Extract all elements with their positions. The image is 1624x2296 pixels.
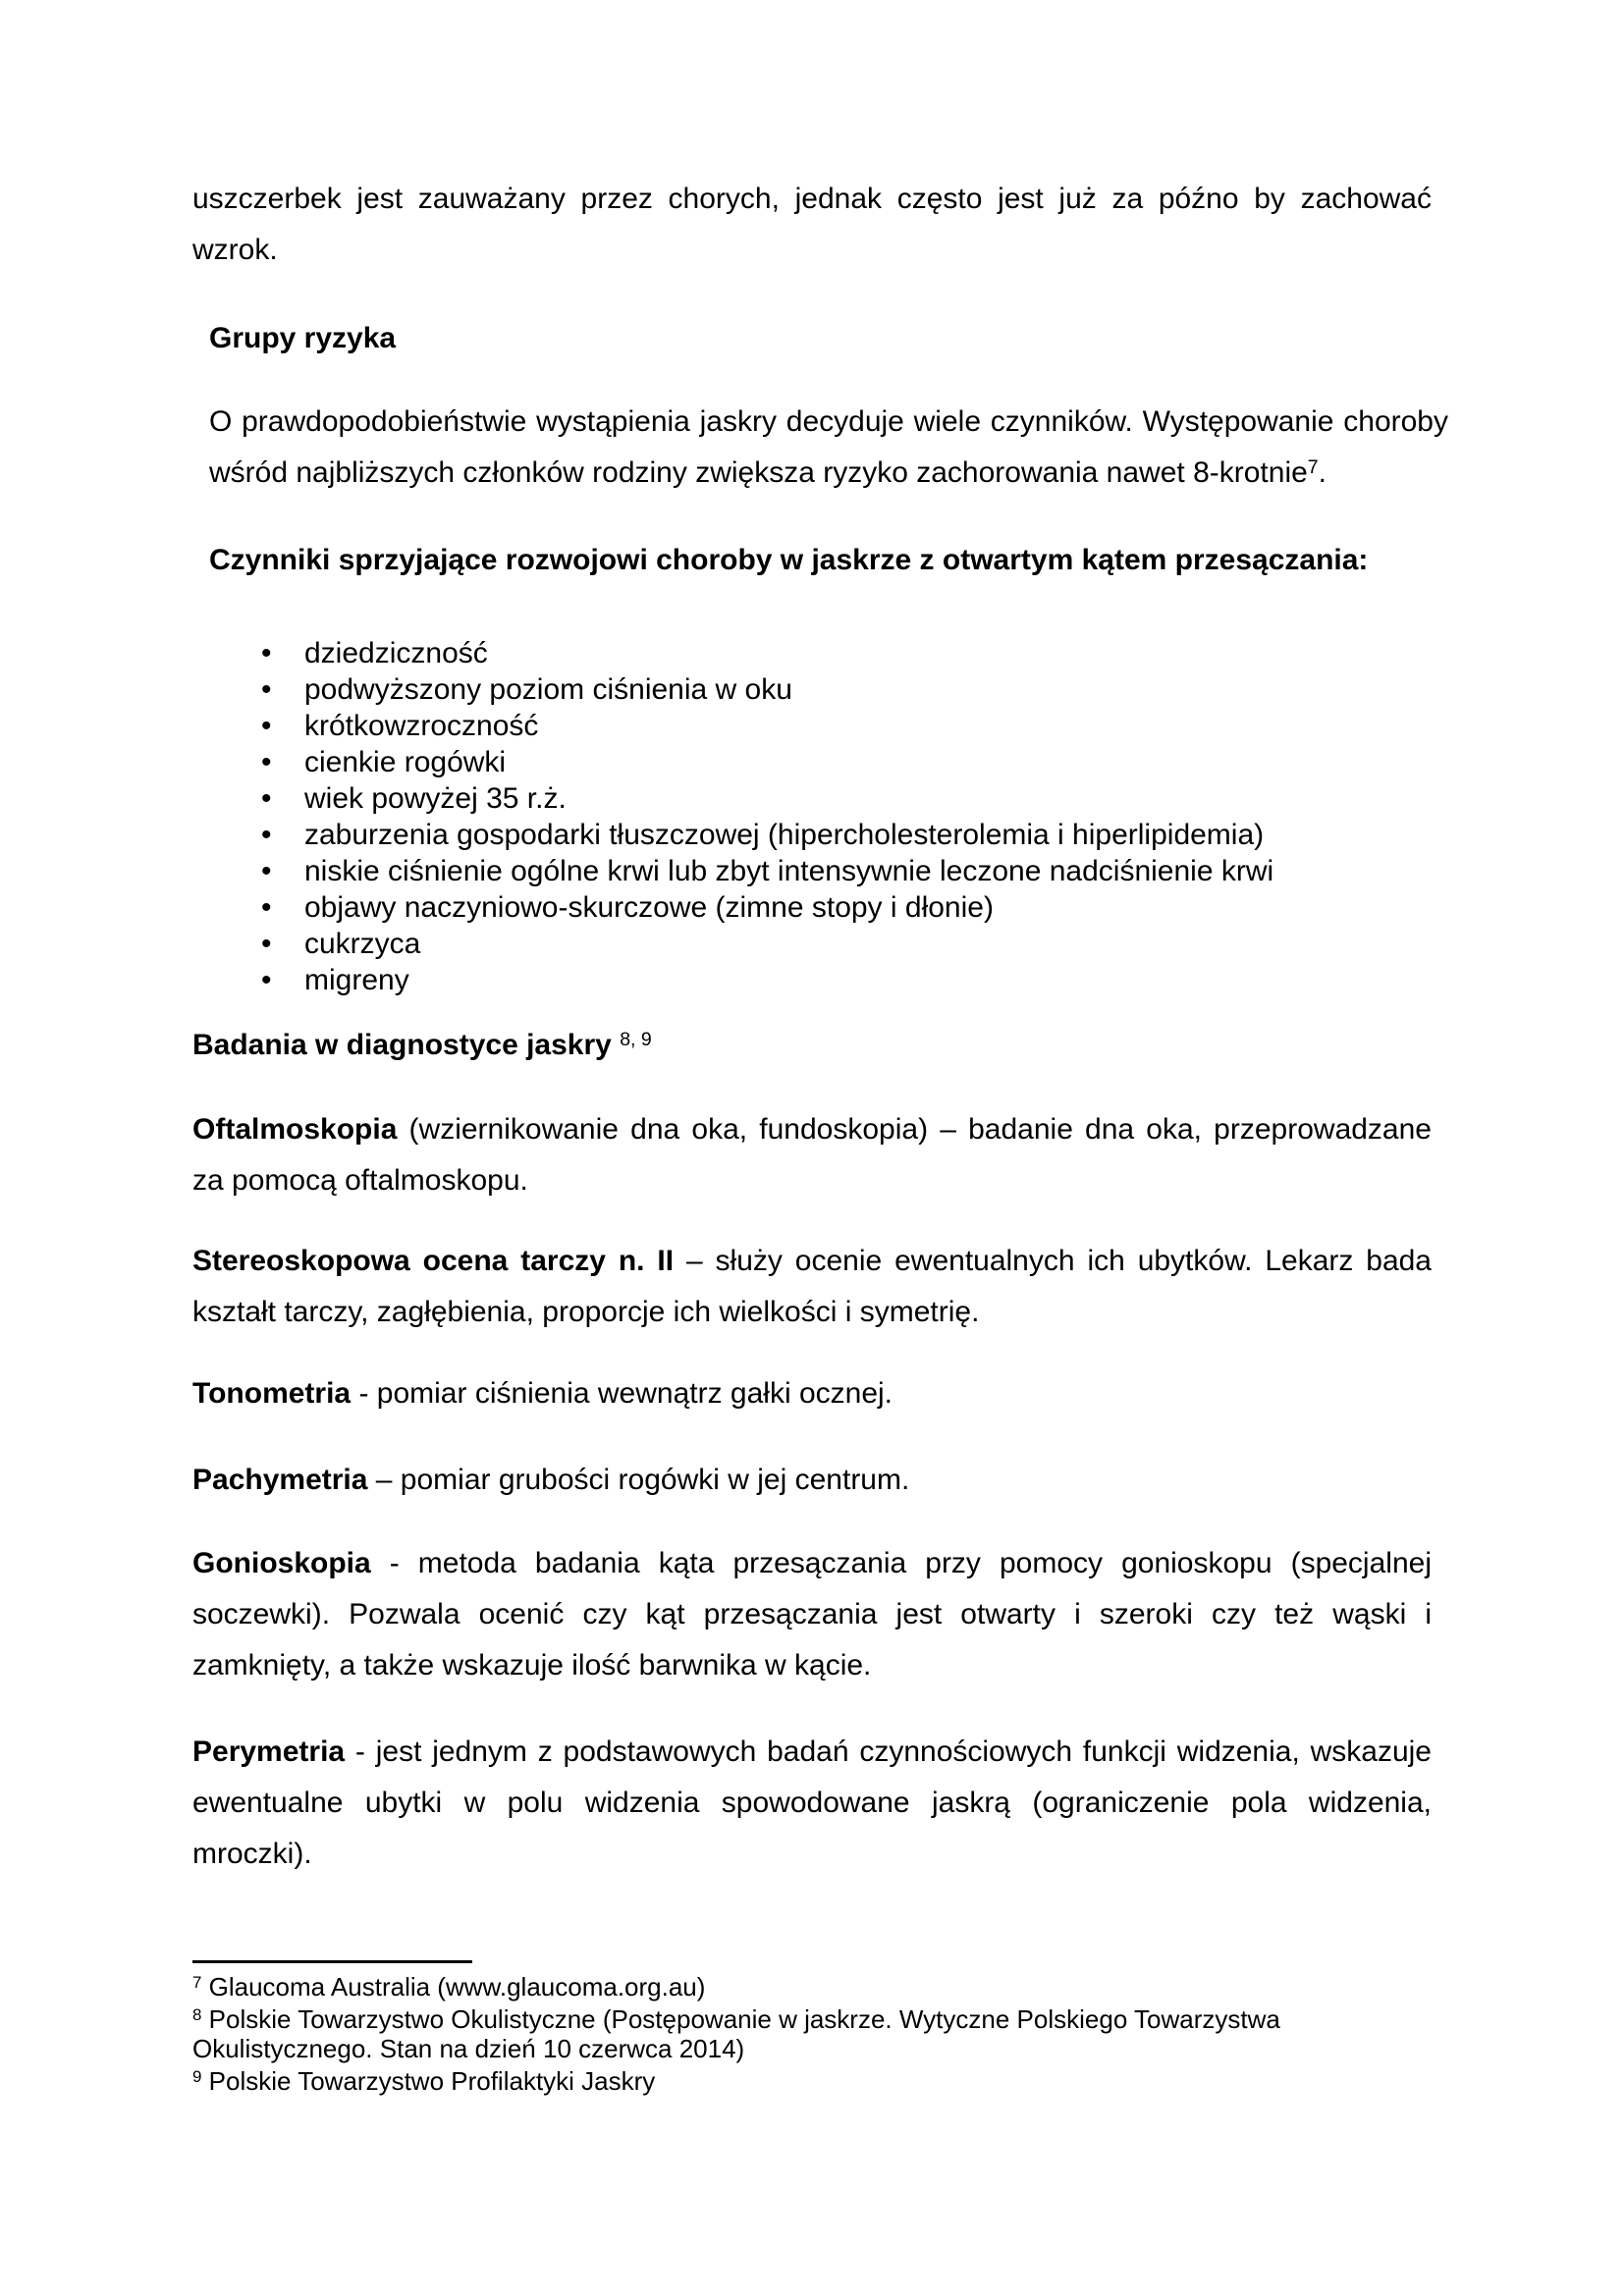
list-item: • cukrzyca <box>304 926 1432 962</box>
list-item: • zaburzenia gospodarki tłuszczowej (hipercholesterolemia i hiperlipidemia) <box>304 817 1432 853</box>
definition-term: Pachymetria <box>192 1464 368 1496</box>
definition-term: Stereoskopowa ocena tarczy n. II <box>192 1245 675 1277</box>
list-item: • objawy naczyniowo-skurczowe (zimne stopy i dłonie) <box>304 889 1432 926</box>
definition-tonometria <box>192 1368 1432 1419</box>
footnote-ref-7: 7 <box>1307 456 1319 479</box>
list-item: • cienkie rogówki <box>304 744 1432 780</box>
footnote-7 <box>192 1972 1432 2002</box>
definition-pachymetria <box>192 1455 1432 1506</box>
list-item: • wiek powyżej 35 r.ż. <box>304 780 1432 817</box>
definition-perymetria <box>192 1727 1432 1880</box>
list-item: • dziedziczność <box>304 635 1432 671</box>
definition-stereoskopowa-ocena <box>192 1236 1432 1338</box>
list-item: • migreny <box>304 962 1432 998</box>
definition-oftalmoskopia <box>192 1104 1432 1206</box>
risk-groups-heading: Grupy ryzyka <box>209 322 397 354</box>
definition-text: - jest jednym z podstawowych badań czynnościowych funkcji widzenia, wskazuje ewentualne ubytki w polu widzenia spowodowane jaskrą (ograniczenie pola widzenia, mroczki). <box>192 1735 1432 1870</box>
footnote-8 <box>192 2004 1432 2063</box>
risk-paragraph-text: O prawdopodobieństwie wystąpienia jaskry decyduje wiele czynników. Występowanie choroby wśród najbliższych członków rodziny zwiększa ryzyko zachorowania nawet 8-krotnie <box>209 405 1448 489</box>
definition-term: Gonioskopia <box>192 1547 371 1579</box>
definition-text: - metoda badania kąta przesączania przy pomocy gonioskopu (specjalnej soczewki). Pozwala ocenić czy kąt przesączania jest otwarty i szeroki czy też wąski i zamknięty, a także wskazuje ilość barwnika w kącie. <box>192 1547 1432 1682</box>
definition-text: – służy ocenie ewentualnych ich ubytków. Lekarz bada kształt tarczy, zagłębienia, proporcje ich wielkości i symetrię. <box>192 1245 1432 1328</box>
footnote-9 <box>192 2066 1432 2096</box>
definition-gonioskopia <box>192 1538 1432 1691</box>
footnote-text: Polskie Towarzystwo Okulistyczne (Postępowanie w jaskrze. Wytyczne Polskiego Towarzystwa Okulistycznego. Stan na dzień 10 czerwca 2014) <box>192 2004 1280 2063</box>
list-item: • niskie ciśnienie ogólne krwi lub zbyt intensywnie leczone nadciśnienie krwi <box>304 853 1432 889</box>
list-item: • krótkowzroczność <box>304 708 1432 744</box>
list-item: • podwyższony poziom ciśnienia w oku <box>304 671 1432 708</box>
footnote-number: 9 <box>192 2067 202 2087</box>
footnote-refs-8-9: 8, 9 <box>620 1029 652 1051</box>
definition-text: (wziernikowanie dna oka, fundoskopia) – badanie dna oka, przeprowadzane za pomocą oftalmoskopu. <box>192 1113 1432 1197</box>
risk-factors-list <box>192 635 1432 998</box>
definition-term: Perymetria <box>192 1735 346 1768</box>
definition-text: – pomiar grubości rogówki w jej centrum. <box>367 1464 910 1496</box>
footnote-separator <box>192 1960 472 1963</box>
risk-factors-heading: Czynniki sprzyjające rozwojowi choroby w jaskrze z otwartym kątem przesączania: <box>209 544 1369 576</box>
intro-paragraph: uszczerbek jest zauważany przez chorych, jednak często jest już za późno by zachować wzrok. <box>192 183 1432 266</box>
risk-paragraph-tail: . <box>1318 456 1326 489</box>
diagnostics-heading <box>192 1020 1432 1071</box>
definition-term: Oftalmoskopia <box>192 1113 398 1146</box>
risk-paragraph <box>209 397 1448 499</box>
definition-term: Tonometria <box>192 1377 352 1410</box>
footnote-text: Glaucoma Australia (www.glaucoma.org.au) <box>208 1972 706 2002</box>
definition-text: - pomiar ciśnienia wewnątrz gałki ocznej. <box>351 1377 893 1410</box>
diagnostics-heading-text: Badania w diagnostyce jaskry <box>192 1029 612 1061</box>
footnote-text: Polskie Towarzystwo Profilaktyki Jaskry <box>208 2066 656 2096</box>
footnote-number: 8 <box>192 2005 202 2025</box>
footnote-number: 7 <box>192 1973 202 1993</box>
